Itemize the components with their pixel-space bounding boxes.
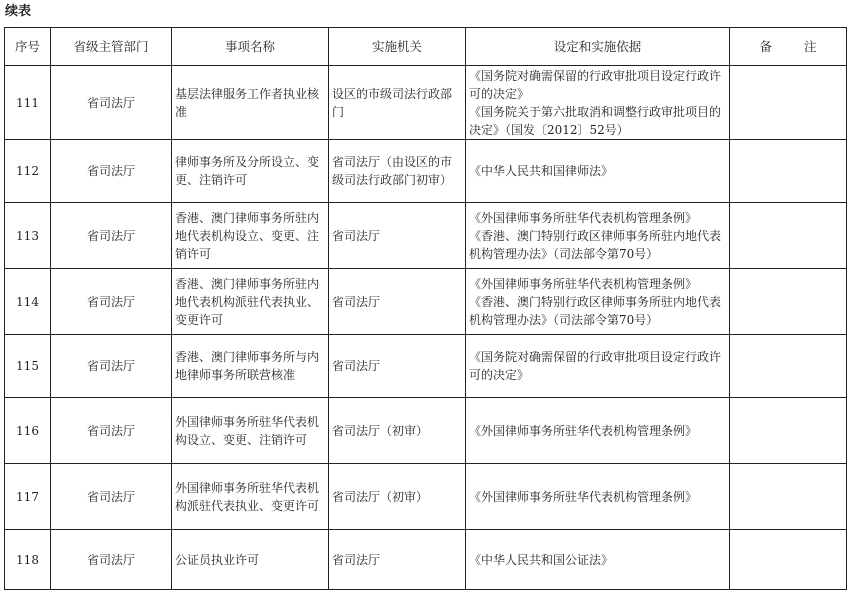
agency-cell: 省司法厅（初审） xyxy=(329,398,466,464)
agency-cell: 省司法厅 xyxy=(329,203,466,269)
table-row xyxy=(5,398,847,464)
basis-line: 《外国律师事务所驻华代表机构管理条例》 xyxy=(469,489,698,504)
header-basis: 设定和实施依据 xyxy=(466,28,730,66)
remarks-cell xyxy=(730,140,847,203)
agency-cell: 省司法厅 xyxy=(329,269,466,335)
header-serial-no: 序号 xyxy=(5,28,51,66)
basis-cell xyxy=(466,66,730,140)
header-remarks: 备 注 xyxy=(730,28,847,66)
continued-label: 续表 xyxy=(5,4,32,19)
department-cell: 省司法厅 xyxy=(51,140,172,203)
department-cell: 省司法厅 xyxy=(51,203,172,269)
agency-cell: 省司法厅 xyxy=(329,530,466,590)
remarks-cell xyxy=(730,464,847,530)
remarks-cell xyxy=(730,335,847,398)
item-name-cell: 外国律师事务所驻华代表机构设立、变更、注销许可 xyxy=(172,398,329,464)
department-cell: 省司法厅 xyxy=(51,66,172,140)
agency-cell: 设区的市级司法行政部门 xyxy=(329,66,466,140)
item-name-cell: 外国律师事务所驻华代表机构派驻代表执业、变更许可 xyxy=(172,464,329,530)
header-item-name: 事项名称 xyxy=(172,28,329,66)
basis-line: 《外国律师事务所驻华代表机构管理条例》 xyxy=(469,276,698,291)
item-name-cell: 香港、澳门律师事务所驻内地代表机构派驻代表执业、变更许可 xyxy=(172,269,329,335)
agency-cell: 省司法厅（初审） xyxy=(329,464,466,530)
basis-line: 《国务院对确需保留的行政审批项目设定行政许可的决定》 xyxy=(469,68,722,101)
table-row xyxy=(5,203,847,269)
department-cell: 省司法厅 xyxy=(51,269,172,335)
basis-cell xyxy=(466,140,730,203)
department-cell: 省司法厅 xyxy=(51,530,172,590)
basis-cell xyxy=(466,335,730,398)
basis-line: 《国务院关于第六批取消和调整行政审批项目的决定》（国发〔2012〕52号） xyxy=(469,104,722,137)
serial-no-cell: 117 xyxy=(5,464,51,530)
item-name-cell: 基层法律服务工作者执业核准 xyxy=(172,66,329,140)
basis-cell xyxy=(466,203,730,269)
basis-line: 《国务院对确需保留的行政审批项目设定行政许可的决定》 xyxy=(469,350,722,382)
basis-line: 《香港、澳门特别行政区律师事务所驻内地代表机构管理办法》（司法部令第70号） xyxy=(469,294,722,327)
basis-line: 《外国律师事务所驻华代表机构管理条例》 xyxy=(469,423,698,438)
basis-line: 《外国律师事务所驻华代表机构管理条例》 xyxy=(469,210,698,225)
remarks-cell xyxy=(730,398,847,464)
item-name-cell: 香港、澳门律师事务所驻内地代表机构设立、变更、注销许可 xyxy=(172,203,329,269)
basis-line: 《中华人民共和国律师法》 xyxy=(469,164,614,178)
serial-no-cell: 118 xyxy=(5,530,51,590)
basis-line: 《中华人民共和国公证法》 xyxy=(469,552,614,567)
basis-cell xyxy=(466,398,730,464)
department-cell: 省司法厅 xyxy=(51,335,172,398)
serial-no-cell: 113 xyxy=(5,203,51,269)
remarks-cell xyxy=(730,203,847,269)
remarks-cell xyxy=(730,66,847,140)
table-row xyxy=(5,464,847,530)
basis-cell xyxy=(466,269,730,335)
header-agency: 实施机关 xyxy=(329,28,466,66)
item-name-cell: 公证员执业许可 xyxy=(172,530,329,590)
remarks-cell xyxy=(730,269,847,335)
table-row xyxy=(5,530,847,590)
serial-no-cell: 112 xyxy=(5,140,51,203)
table-row xyxy=(5,269,847,335)
basis-cell xyxy=(466,464,730,530)
header-department: 省级主管部门 xyxy=(51,28,172,66)
department-cell: 省司法厅 xyxy=(51,398,172,464)
table-row xyxy=(5,66,847,140)
table-header-row xyxy=(5,28,847,66)
department-cell: 省司法厅 xyxy=(51,464,172,530)
basis-line: 《香港、澳门特别行政区律师事务所驻内地代表机构管理办法》（司法部令第70号） xyxy=(469,228,722,261)
agency-cell: 省司法厅（由设区的市级司法行政部门初审） xyxy=(329,140,466,203)
serial-no-cell: 116 xyxy=(5,398,51,464)
table-row xyxy=(5,140,847,203)
approval-items-table xyxy=(4,27,847,590)
table-row xyxy=(5,335,847,398)
serial-no-cell: 114 xyxy=(5,269,51,335)
serial-no-cell: 115 xyxy=(5,335,51,398)
item-name-cell: 香港、澳门律师事务所与内地律师事务所联营核准 xyxy=(172,335,329,398)
agency-cell: 省司法厅 xyxy=(329,335,466,398)
remarks-cell xyxy=(730,530,847,590)
item-name-cell: 律师事务所及分所设立、变更、注销许可 xyxy=(172,140,329,203)
serial-no-cell: 111 xyxy=(5,66,51,140)
basis-cell xyxy=(466,530,730,590)
